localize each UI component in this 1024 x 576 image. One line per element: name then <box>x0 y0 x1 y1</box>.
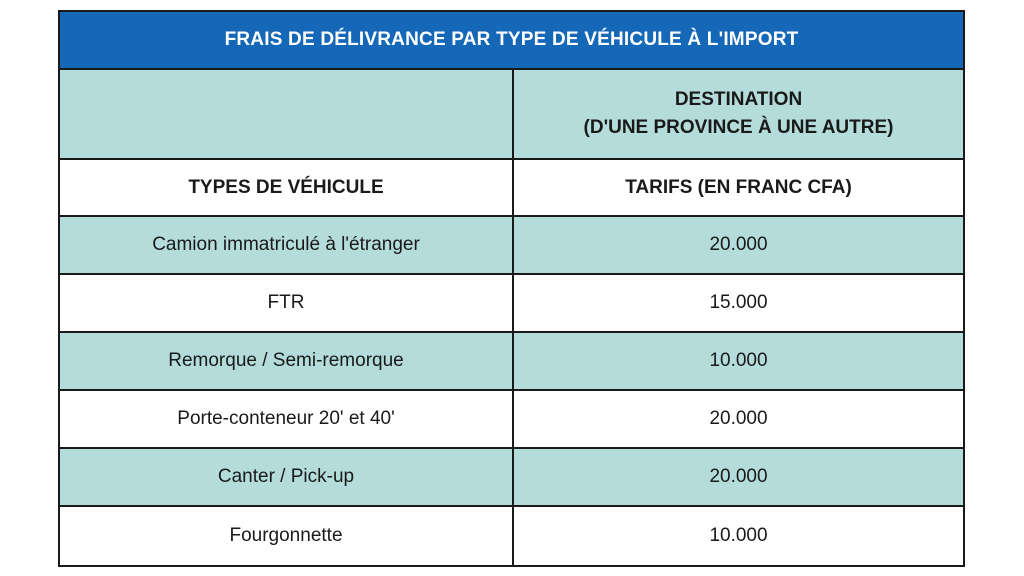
destination-sublabel: (D'UNE PROVINCE À UNE AUTRE) <box>583 117 894 138</box>
destination-label: DESTINATION <box>674 89 803 110</box>
table-row <box>60 449 963 507</box>
table-row <box>60 391 963 449</box>
destination-row <box>60 70 963 160</box>
table-row <box>60 333 963 391</box>
tariff-cell: 20.000 <box>709 466 768 487</box>
vehicle-type-cell: Porte-conteneur 20' et 40' <box>60 391 514 447</box>
table-row <box>60 507 963 565</box>
header-vehicle-type: TYPES DE VÉHICULE <box>60 160 514 215</box>
header-row <box>60 160 963 217</box>
tariff-cell: 10.000 <box>709 350 768 371</box>
table-row <box>60 275 963 333</box>
table-title: FRAIS DE DÉLIVRANCE PAR TYPE DE VÉHICULE À L'IMPORT <box>60 12 963 70</box>
destination-cell <box>514 70 963 158</box>
tariff-cell: 15.000 <box>709 292 768 313</box>
destination-empty-cell <box>60 70 514 158</box>
vehicle-type-cell: FTR <box>60 275 514 331</box>
tariff-cell: 20.000 <box>709 234 768 255</box>
header-tariff: TARIFS (EN FRANC CFA) <box>625 176 852 198</box>
vehicle-type-cell: Canter / Pick-up <box>60 449 514 505</box>
vehicle-type-cell: Fourgonnette <box>60 507 514 565</box>
tariff-cell: 20.000 <box>709 408 768 429</box>
fees-table <box>58 10 965 567</box>
table-row <box>60 217 963 275</box>
tariff-cell: 10.000 <box>709 525 768 546</box>
vehicle-type-cell: Remorque / Semi-remorque <box>60 333 514 389</box>
vehicle-type-cell: Camion immatriculé à l'étranger <box>60 217 514 273</box>
